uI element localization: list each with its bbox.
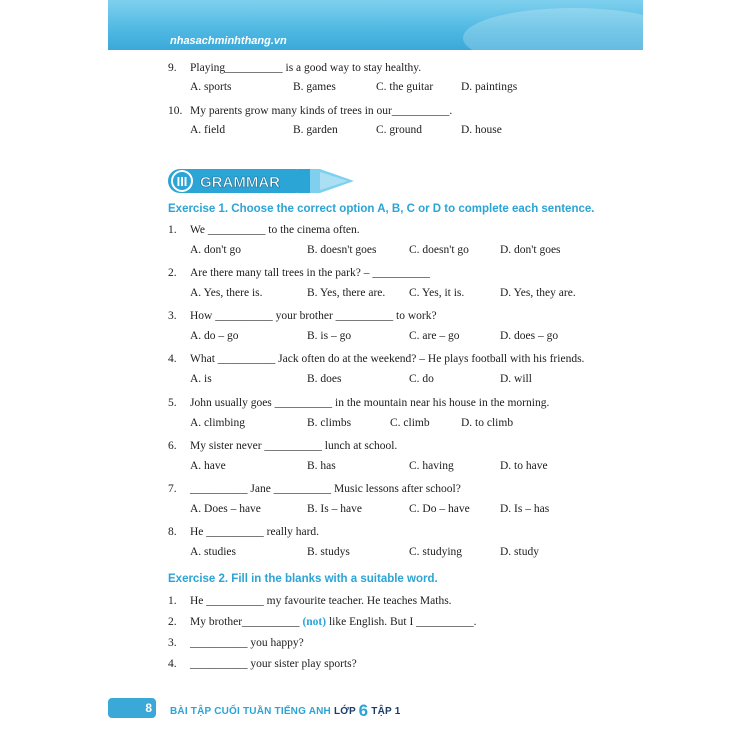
ex1-question-4-option-d[interactable]: D. will [500, 373, 532, 385]
ex1-question-6-option-b[interactable]: B. has [307, 460, 336, 472]
text-part: My parents grow many kinds of trees in our [190, 105, 392, 117]
ex1-question-8-text: He __________ really hard. [190, 526, 320, 538]
vocab-question-10-option-b[interactable]: B. garden [293, 124, 338, 136]
vocab-question-10-option-c[interactable]: C. ground [376, 124, 422, 136]
ex1-question-7-option-a[interactable]: A. Does – have [190, 503, 261, 515]
ex1-question-2-option-a[interactable]: A. Yes, there is. [190, 287, 263, 299]
ex1-question-3-option-d[interactable]: D. does – go [500, 330, 559, 342]
ex1-question-6-text: My sister never __________ lunch at school. [190, 440, 398, 452]
page-number: 8 [108, 698, 156, 718]
vocab-question-10-text [190, 105, 452, 117]
text-part: is a good way to stay healthy. [282, 62, 422, 74]
book-title [170, 701, 400, 721]
ex1-question-1-option-b[interactable]: B. doesn't goes [307, 244, 377, 256]
book-grade: 6 [358, 701, 369, 720]
ex1-question-3-number: 3. [168, 310, 177, 322]
ex1-question-7-option-c[interactable]: C. Do – have [409, 503, 470, 515]
ex2-question-1-number: 1. [168, 595, 177, 607]
text-part: . [449, 105, 453, 117]
ex1-question-4-option-c[interactable]: C. do [409, 373, 434, 385]
ex2-question-2-post: like English. But I __________. [326, 616, 477, 628]
vocab-question-10-number: 10. [168, 105, 183, 117]
text-part: Playing [190, 62, 226, 74]
ex2-question-3-number: 3. [168, 637, 177, 649]
ex1-question-4-option-b[interactable]: B. does [307, 373, 342, 385]
vocab-question-9-option-d[interactable]: D. paintings [461, 81, 518, 93]
vocab-question-9-option-b[interactable]: B. games [293, 81, 336, 93]
ex1-question-5-option-d[interactable]: D. to climb [461, 417, 514, 429]
ex1-question-3-option-b[interactable]: B. is – go [307, 330, 352, 342]
ex2-question-2-pre: My brother__________ [190, 616, 303, 628]
page-footer [108, 698, 643, 720]
book-title-part-a: BÀI TẬP CUỐI TUẦN TIẾNG ANH [170, 706, 334, 717]
ex1-question-7-option-d[interactable]: D. Is – has [500, 503, 550, 515]
ex1-question-1-option-a[interactable]: A. don't go [190, 244, 241, 256]
ex2-question-1-text: He __________ my favourite teacher. He teaches Maths. [190, 595, 452, 607]
ex1-question-5-option-c[interactable]: C. climb [390, 417, 430, 429]
ex1-question-6-option-a[interactable]: A. have [190, 460, 226, 472]
vocab-question-9-number: 9. [168, 62, 177, 74]
ex1-question-4-option-a[interactable]: A. is [190, 373, 212, 385]
header-banner [108, 0, 643, 50]
ex1-question-6-option-c[interactable]: C. having [409, 460, 454, 472]
ex1-question-8-option-d[interactable]: D. study [500, 546, 539, 558]
ex1-question-2-option-c[interactable]: C. Yes, it is. [409, 287, 465, 299]
ex2-question-2-number: 2. [168, 616, 177, 628]
ex1-question-5-number: 5. [168, 397, 177, 409]
vocab-question-9-text [190, 62, 421, 74]
vocab-question-10-option-a[interactable]: A. field [190, 124, 226, 136]
vocab-question-9-option-a[interactable]: A. sports [190, 81, 232, 93]
book-title-part-c: TẬP 1 [368, 706, 401, 717]
ex1-question-2-number: 2. [168, 267, 177, 279]
ex1-question-1-number: 1. [168, 224, 177, 236]
ex1-question-2-option-b[interactable]: B. Yes, there are. [307, 287, 386, 299]
ex1-question-7-text: __________ Jane __________ Music lessons after school? [190, 483, 461, 495]
ex2-question-4-number: 4. [168, 658, 177, 670]
ex1-question-1-option-d[interactable]: D. don't goes [500, 244, 561, 256]
ex1-question-5-option-b[interactable]: B. climbs [307, 417, 352, 429]
banner-wave-decoration [463, 8, 643, 50]
ex1-question-2-text: Are there many tall trees in the park? – __________ [190, 267, 430, 279]
site-url: nhasachminhthang.vn [170, 35, 287, 47]
ex1-question-5-text: John usually goes __________ in the mountain near his house in the morning. [190, 397, 550, 409]
ex1-question-3-option-a[interactable]: A. do – go [190, 330, 239, 342]
ex1-question-7-option-b[interactable]: B. Is – have [307, 503, 362, 515]
ex1-question-3-text: How __________ your brother __________ to work? [190, 310, 437, 322]
ex1-question-1-text: We __________ to the cinema often. [190, 224, 360, 236]
exercise-2-title: Exercise 2. Fill in the blanks with a suitable word. [168, 573, 438, 585]
book-title-part-b: LỚP [333, 706, 359, 717]
ex2-question-3-text: __________ you happy? [190, 637, 304, 649]
ex1-question-4-text: What __________ Jack often do at the weekend? – He plays football with his friends. [190, 353, 585, 365]
text-part: __________ [225, 62, 283, 74]
ex1-question-4-number: 4. [168, 353, 177, 365]
ex1-question-8-option-a[interactable]: A. studies [190, 546, 236, 558]
pencil-band [310, 169, 320, 193]
ex1-question-6-option-d[interactable]: D. to have [500, 460, 548, 472]
ex1-question-8-option-b[interactable]: B. studys [307, 546, 350, 558]
vocab-question-10-option-d[interactable]: D. house [461, 124, 502, 136]
text-part: __________ [391, 105, 450, 117]
ex2-question-2-hint: (not) [302, 616, 327, 628]
ex2-question-2-text [190, 616, 477, 628]
section-title: GRAMMAR [200, 174, 280, 191]
ex1-question-5-option-a[interactable]: A. climbing [190, 417, 245, 429]
ex1-question-8-option-c[interactable]: C. studying [409, 546, 463, 558]
grammar-section-heading [168, 166, 358, 196]
ex1-question-1-option-c[interactable]: C. doesn't go [409, 244, 469, 256]
ex2-question-4-text: __________ your sister play sports? [190, 658, 357, 670]
ex1-question-7-number: 7. [168, 483, 177, 495]
vocab-question-9-option-c[interactable]: C. the guitar [376, 81, 434, 93]
ex1-question-2-option-d[interactable]: D. Yes, they are. [500, 287, 576, 299]
section-numeral: III [176, 174, 188, 189]
exercise-1-title: Exercise 1. Choose the correct option A, B, C or D to complete each sentence. [168, 203, 595, 215]
ex1-question-6-number: 6. [168, 440, 177, 452]
ex1-question-8-number: 8. [168, 526, 177, 538]
ex1-question-3-option-c[interactable]: C. are – go [409, 330, 460, 342]
